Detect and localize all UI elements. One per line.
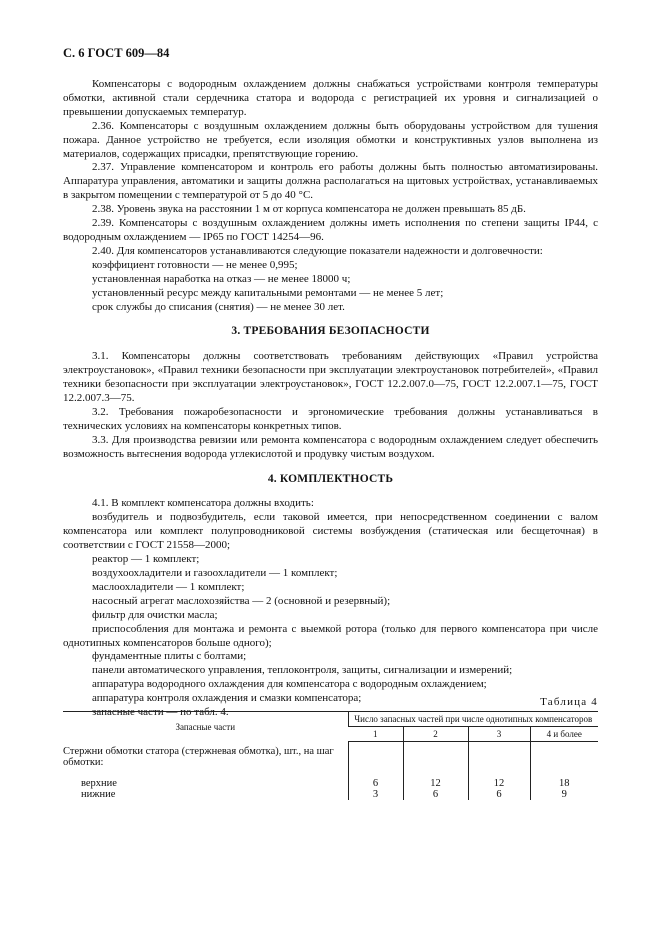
paragraph: 2.38. Уровень звука на расстоянии 1 м от корпуса компенсатора не должен превышать 85 дБ. — [92, 203, 526, 216]
table-caption: Таблица 4 — [540, 696, 598, 708]
paragraph: 3.1. Компенсаторы должны соответствовать требованиям действующих «Правил устройства электроустановок», «Правил техники безопасности при эксплуатации электроустановок потребителей», «Правил техники безопасности при эксплуатации электроустановок», ГОСТ 12.2.007.0—75, ГОСТ 12.2.007.1—75, ГОСТ 12.2.007.3—75. — [63, 350, 598, 405]
section-title: 3. ТРЕБОВАНИЯ БЕЗОПАСНОСТИ — [231, 325, 430, 338]
paragraph: 3.2. Требования пожаробезопасности и эргономические требования должны устанавливаться в технических условиях на компенсаторы конкретных типов. — [63, 405, 598, 432]
table-cell — [468, 742, 530, 778]
table-cell: 12 — [468, 778, 530, 789]
table-cell: 12 — [403, 778, 468, 789]
col-header-spares: Запасные части — [63, 712, 348, 742]
table-cell: Стержни обмотки статора (стержневая обмотка), шт., на шаг обмотки: — [63, 745, 334, 768]
table-cell: 18 — [530, 778, 598, 789]
list-item: запасные части — по табл. 4. — [92, 706, 229, 719]
list-item: реактор — 1 комплект; — [92, 553, 200, 566]
list-item: приспособления для монтажа и ремонта с выемкой ротора (только для первого компенсатора при числе однотипных компенсаторов больше одного); — [63, 622, 598, 649]
paragraph: 3.3. Для производства ревизии или ремонта компенсатора с водородным охлаждением следует обеспечить возможность вытеснения водорода углекислотой и продувку чистым воздухом. — [63, 433, 598, 460]
table-row — [63, 778, 598, 789]
list-item: аппаратура водородного охлаждения для компенсатора с водородным охлаждением; — [92, 678, 487, 691]
table-cell — [348, 742, 403, 778]
paragraph: 2.37. Управление компенсатором и контроль его работы должны быть полностью автоматизированы. Аппаратура управления, автоматики и защиты должна располагаться на щитовых устройствах, устанавливаемых в закрытом помещении с температурой от 5 до 40 °С. — [63, 161, 598, 202]
table-cell — [530, 742, 598, 778]
page-header: С. 6 ГОСТ 609—84 — [63, 46, 170, 60]
spares-table — [63, 711, 598, 800]
table-cell: 3 — [348, 789, 403, 800]
list-item: насосный агрегат маслохозяйства — 2 (основной и резервный); — [92, 594, 391, 607]
col-header-count: 4 и более — [530, 727, 598, 742]
list-item: воздухоохладители и газоохладители — 1 комплект; — [92, 567, 338, 579]
table-row — [63, 789, 598, 800]
table-cell — [403, 742, 468, 778]
list-item: панели автоматического управления, теплоконтроля, защиты, сигнализации и измерений; — [92, 664, 513, 677]
table-cell: 6 — [348, 778, 403, 789]
list-item: срок службы до списания (снятия) — не менее 30 лет. — [92, 300, 345, 313]
list-item: фундаментные плиты с болтами; — [92, 650, 247, 663]
document-body — [63, 78, 598, 720]
paragraph: 2.40. Для компенсаторов устанавливаются следующие показатели надежности и долговечности: — [92, 244, 543, 257]
list-item: установленный ресурс между капитальными ремонтами — не менее 5 лет; — [92, 286, 444, 299]
paragraph: 2.39. Компенсаторы с воздушным охлаждением должны иметь исполнения по степени защиты IP44, с водородным охлаждением — IP65 по ГОСТ 14254—96. — [63, 217, 598, 243]
col-header-count: 1 — [348, 727, 403, 742]
table-cell: верхние — [81, 777, 117, 789]
paragraph: 4.1. В комплект компенсатора должны входить: — [92, 497, 314, 510]
table-row — [63, 742, 598, 778]
col-header-group: Число запасных частей при числе однотипных компенсаторов — [348, 712, 598, 727]
list-item: коэффициент готовности — не менее 0,995; — [92, 258, 298, 271]
col-header-count: 3 — [468, 727, 530, 742]
table-cell: 6 — [403, 789, 468, 800]
paragraph: 2.36. Компенсаторы с воздушным охлаждением должны быть оборудованы устройством для тушения пожара. Данное устройство не требуется, если изоляция обмотки и конструктивных узлов выполнена из материалов, содержащих присадки, препятствующие горению. — [63, 119, 598, 160]
paragraph: Компенсаторы с водородным охлаждением должны снабжаться устройствами контроля температуры обмотки, активной стали сердечника статора и водорода с регистрацией их уровня и сигнализацией о превышении допускаемых температур. — [63, 78, 598, 118]
list-item: маслоохладители — 1 комплект; — [92, 580, 245, 593]
list-item: установленная наработка на отказ — не менее 18000 ч; — [92, 272, 351, 285]
table-cell: 6 — [468, 789, 530, 800]
table-cell: 9 — [530, 789, 598, 800]
col-header-count: 2 — [403, 727, 468, 742]
table-cell: нижние — [81, 788, 116, 800]
list-item: аппаратура контроля охлаждения и смазки компенсатора; — [92, 692, 362, 705]
list-item: фильтр для очистки масла; — [92, 608, 218, 621]
list-item: возбудитель и подвозбудитель, если таковой имеется, при непосредственном соединении с валом компенсатора или комплект полупроводниковой системы возбуждения (статическая или бесщеточная) в соответствии с ГОСТ 21558—2000; — [63, 511, 598, 552]
section-title: 4. КОМПЛЕКТНОСТЬ — [267, 472, 394, 485]
